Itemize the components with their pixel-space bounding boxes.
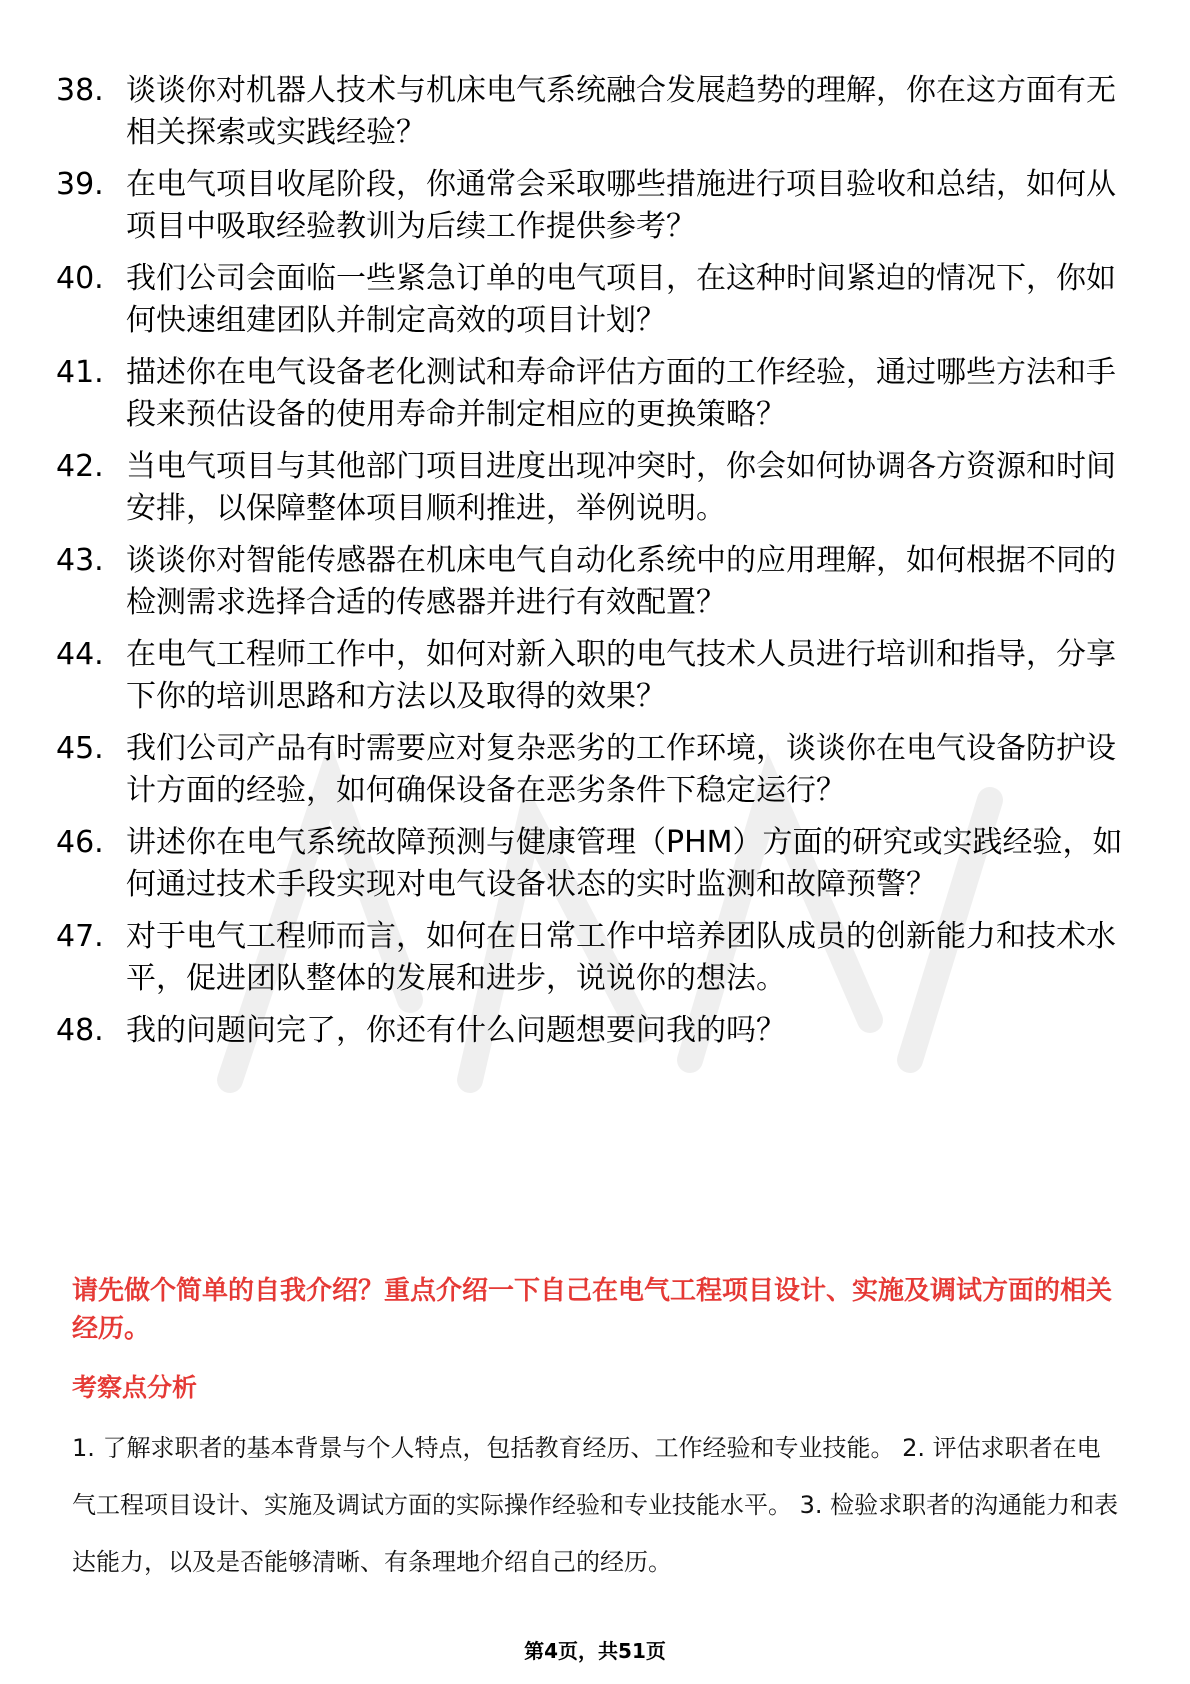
question-item	[56, 258, 1136, 342]
question-number: 41.	[56, 355, 104, 390]
highlight-question: 请先做个简单的自我介绍？重点介绍一下自己在电气工程项目设计、实施及调试方面的相关经历。	[72, 1276, 1113, 1344]
analysis-title: 考察点分析	[72, 1373, 198, 1402]
question-text: 我的问题问完了，你还有什么问题想要问我的吗？	[126, 1013, 786, 1048]
question-number: 39.	[56, 167, 104, 202]
question-text: 描述你在电气设备老化测试和寿命评估方面的工作经验，通过哪些方法和手段来预估设备的使用寿命并制定相应的更换策略？	[126, 355, 1116, 432]
question-number: 48.	[56, 1013, 104, 1048]
question-item	[56, 728, 1136, 812]
question-list	[56, 70, 1136, 1062]
question-text: 谈谈你对机器人技术与机床电气系统融合发展趋势的理解，你在这方面有无相关探索或实践经验？	[126, 73, 1116, 150]
question-text: 在电气项目收尾阶段，你通常会采取哪些措施进行项目验收和总结，如何从项目中吸取经验教训为后续工作提供参考？	[126, 167, 1116, 244]
question-number: 44.	[56, 637, 104, 672]
question-item	[56, 540, 1136, 624]
question-number: 45.	[56, 731, 104, 766]
question-item	[56, 822, 1136, 906]
question-number: 47.	[56, 919, 104, 954]
analysis-body: 1. 了解求职者的基本背景与个人特点，包括教育经历、工作经验和专业技能。 2. 评估求职者在电气工程项目设计、实施及调试方面的实际操作经验和专业技能水平。 3. 检验求职者的沟通能力和表达能力，以及是否能够清晰、有条理地介绍自己的经历。	[72, 1434, 1119, 1576]
question-number: 40.	[56, 261, 104, 296]
question-text: 讲述你在电气系统故障预测与健康管理（PHM）方面的研究或实践经验，如何通过技术手段实现对电气设备状态的实时监测和故障预警？	[126, 825, 1123, 902]
question-text: 我们公司会面临一些紧急订单的电气项目，在这种时间紧迫的情况下，你如何快速组建团队并制定高效的项目计划？	[126, 261, 1116, 338]
question-text: 对于电气工程师而言，如何在日常工作中培养团队成员的创新能力和技术水平，促进团队整体的发展和进步，说说你的想法。	[126, 919, 1116, 996]
question-item	[56, 352, 1136, 436]
page-footer: 第4页，共51页	[524, 1639, 666, 1663]
question-text: 在电气工程师工作中，如何对新入职的电气技术人员进行培训和指导，分享下你的培训思路和方法以及取得的效果？	[126, 637, 1116, 714]
question-number: 43.	[56, 543, 104, 578]
question-text: 我们公司产品有时需要应对复杂恶劣的工作环境，谈谈你在电气设备防护设计方面的经验，如何确保设备在恶劣条件下稳定运行？	[126, 731, 1116, 808]
question-text: 谈谈你对智能传感器在机床电气自动化系统中的应用理解，如何根据不同的检测需求选择合适的传感器并进行有效配置？	[126, 543, 1116, 620]
question-text: 当电气项目与其他部门项目进度出现冲突时，你会如何协调各方资源和时间安排，以保障整体项目顺利推进，举例说明。	[126, 449, 1116, 526]
question-item	[56, 164, 1136, 248]
question-number: 42.	[56, 449, 104, 484]
question-item	[56, 634, 1136, 718]
question-item	[56, 1010, 1136, 1052]
question-number: 46.	[56, 825, 104, 860]
question-number: 38.	[56, 73, 104, 108]
question-item	[56, 70, 1136, 154]
question-item	[56, 446, 1136, 530]
question-item	[56, 916, 1136, 1000]
